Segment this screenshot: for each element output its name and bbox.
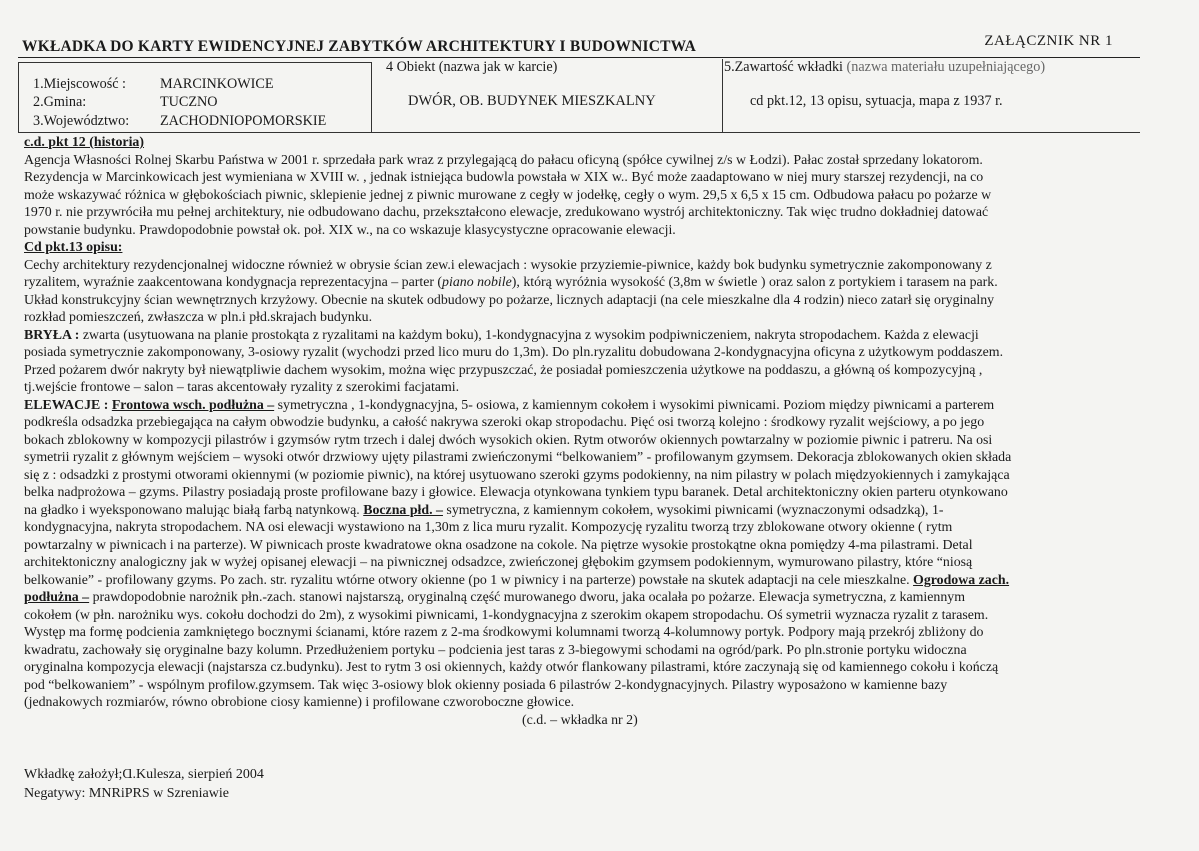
text-run: prawdopodobnie narożnik płn.-zach. stanowi najstarszą, oryginalną część murowanego dworu, jaka ocalała po pożarze. Elewacja symetryczna, z kamiennym [89, 590, 966, 605]
prepared-by: Wkładkę założył;Ɑ.Kulesza, sierpień 2004 [24, 767, 264, 782]
description-line: posiada symetrycznie zakomponowany, 3-osiowy ryzalit (wychodzi przed lico muru do 1,3m). Do pln.ryzalitu dobudowana 2-kondygnacyjna oficyna z użytkowym poddaszem. [24, 345, 1004, 360]
info-rule [18, 132, 1140, 133]
info-header-table [18, 57, 1140, 134]
bryla-label: BRYŁA : [24, 327, 80, 343]
description-line: pod “belkowaniem” - wspólnym profilow.gzymsem. Tak więc 3-osiowy blok okienny posiada 6 pilastrów 2-kondygnacyjnych. Pilastry wyposażono w kamienne bazy [24, 677, 948, 693]
side-elevation-label: Boczna płd. – [363, 502, 443, 518]
text-run: belkowanie” - profilowany gzyms. Po zach. str. ryzalitu wtórne otwory okienne (po 1 w piwnicy i na parterze) powstałe na skutek adaptacji na cele mieszkalne. [24, 572, 914, 588]
italic-term: piano nobile [442, 275, 512, 290]
contents-heading [724, 59, 1045, 76]
object-value: DWÓR, OB. BUDYNEK MIESZKALNY [408, 93, 656, 109]
description-line: kwadratu, zachowały się oryginalne bazy kolumn. Przedłużeniem portyku – podcienia jest taras z 3-biegowymi schodami na ogród/park. Po pln.stronie portyku widoczna [24, 642, 967, 658]
description-line: oryginalna kompozycja elewacji (najstarsza cz.budynku). Jest to rytm 3 osi okiennych, każdy otwór flankowany pilastrami, które zaczynają się od kamiennego cokołu i kończą [24, 660, 999, 675]
description-line: belka nadprożowa – gzyms. Pilastry posiadają proste profilowane bazy i głowice. Elewacja otynkowana tynkiem typu baranek. Detal architektoniczny okien parteru otynkowano [24, 485, 1008, 500]
history-line: może wskazywać różnica w głębokościach piwnic, sklepienie jednej z piwnic murowane z cegły w jodełkę, cegły o wym. 29,5 x 6,5 x 15 cm. Odbudowa pałacu po pożarze w [24, 187, 992, 203]
contents-heading-note: (nazwa materiału uzupełniającego) [846, 59, 1046, 75]
contents-heading-main: 5.Zawartość wkładki [724, 59, 847, 75]
history-line: 1970 r. nie przywróciła mu pełnej architektury, nie odbudowano dachu, przekształcono elewacje, zredukowano wystrój architektoniczny. Tak więc trudno dokładniej datować [24, 205, 989, 220]
description-line: rozkład pomieszczeń, zwłaszcza w pln.i płd.skrajach budynku. [24, 310, 373, 325]
description-line: architektoniczny analogiczny jak w wyżej opisanej elewacji – na piwnicznej odsadzce, zwieńczonej głębokim gzymsem podokiennym, wymurowano pilastry, które “niosą [24, 555, 973, 570]
garden-elevation-label: Ogrodowa zach. [913, 572, 1010, 588]
description-line [24, 589, 1140, 607]
description-line: Układ konstrukcyjny ścian wewnętrznych krzyżowy. Obecnie na skutek odbudowy po pożarze, licznych adaptacji (na cele mieszkalne dla 4 rodzin) nieco zatarł się oryginalny [24, 292, 995, 308]
history-line: Agencja Własności Rolnej Skarbu Państwa w 2001 r. sprzedała park wraz z przylegającą do pałacu oficyną (spółce cywilnej z/s w Łodzi). Pałac został sprzedany lokatorom. [24, 152, 983, 168]
text-run: ryzalitem, wyraźnie zaakcentowana kondygnacja reprezentacyjna – parter ( [24, 275, 443, 290]
location-value: MARCINKOWICE [160, 76, 274, 92]
continuation-note: (c.d. – wkładka nr 2) [522, 712, 638, 728]
description-line: Występ ma formę podcienia zamkniętego bocznymi ścianami, które razem z 2-ma środkowymi kolumnami tworzą 4-kolumnowy portyk. Podpory mają przekrój zbliżony do [24, 625, 984, 640]
footer [24, 766, 264, 803]
location-label: 1.Miejscowość : [33, 76, 126, 92]
description-line: się z : odsadzki z prostymi otworami okiennymi (w poziomie piwnic), na której usytuowano szeroki gzyms podokienny, na nim pilastry w polach międzyokiennych i zamykająca [24, 467, 1010, 483]
description-line: tj.wejście frontowe – salon – taras akcentowały ryzality z szerokimi facjatami. [24, 380, 460, 395]
contents-value: cd pkt.12, 13 opisu, sytuacja, mapa z 1937 r. [750, 93, 1003, 109]
description-line: (jednakowych rozmiarów, równo obrobione ciosy kamienne) i profilowane czworoboczne głowice. [24, 695, 575, 710]
description-line: cokołem (w płn. narożniku wys. cokołu dochodzi do 2m), z wysokimi piwnicami, 1-kondygnacyjna z szerokim okapem stropodachu. Oś symetrii wyznacza ryzalit z tarasem. [24, 607, 989, 623]
description-line: powtarzalny w piwnicach i na parterze). W piwnicach proste kwadratowe okna osadzone na cokole. Na piętrze wysokie prostokątne okna pomiędzy 4-ma pilastrami. Detal [24, 537, 973, 553]
description-line: bokach zblokowny w kompozycji pilastrów i gzymsów rytm trzech i dalej dwóch wysokich okien. Rytm otworów okiennych powtarzalny w poziomie piwnic i patreru. Na osi [24, 432, 993, 448]
history-line: powstanie budynku. Prawdopodobnie powstał ok. poł. XIX w., na co wskazuje klasycystyczne opracowanie elewacji. [24, 222, 676, 238]
object-box [370, 59, 723, 132]
text-run: ), którą wyróżnia wysokość (3,8m w świetle ) oraz salon z portykiem i tarasem na park. [511, 275, 998, 290]
attachment-number: ZAŁĄCZNIK NR 1 [984, 33, 1113, 49]
description-heading: Cd pkt.13 opisu: [24, 240, 123, 255]
text-run: na gładko i wyeksponowano malując białą farbą natynkową. [24, 502, 364, 518]
location-value: ZACHODNIOPOMORSKIE [160, 113, 327, 129]
description-line [24, 274, 1140, 292]
text-run: symetryczna, z kamiennym cokołem, wysokimi piwnicami (wyznaczonymi odsadzką), 1- [442, 502, 944, 518]
history-heading: c.d. pkt 12 (historia) [24, 135, 145, 150]
elewacje-label: ELEWACJE : [24, 397, 112, 413]
description-line: Cechy architektury rezydencjonalnej widoczne również w obrysie ścian zew.i elewacjach : wysokie przyziemie-piwnice, każdy bok budynku symetrycznie zakomponowany z [24, 257, 992, 273]
negatives-note: Negatywy: MNRiPRS w Szreniawie [24, 785, 229, 801]
garden-elevation-label-cont: podłużna – [24, 590, 90, 605]
description-line [24, 397, 1140, 415]
description-line: Przed pożarem dwór nakryty był niewątpliwie dachem wysokim, można więc przypuszczać, że posiadał pomieszczenia użytkowe na poddaszu, a główną oś kompozycyjną , [24, 362, 983, 378]
description-line [24, 327, 1140, 345]
description-line: kondygnacyjna, nakryta stropodachem. NA osi elewacji wystawiono na 1,30m z lica muru ryzalit. Kompozycję ryzalitu tworzą trzy zblokowane otwory okienne ( rytm [24, 520, 953, 535]
object-heading: 4 Obiekt (nazwa jak w karcie) [386, 59, 558, 75]
contents-box [724, 59, 1138, 132]
description-line: symetrii ryzalit z głównym wejściem – wysoki otwór drzwiowy ujęty pilastrami zwieńczonymi “belkowaniem” - profilowanym gzymsem. Dekoracja zblokowanych okien składa [24, 450, 1012, 465]
document-title: WKŁADKA DO KARTY EWIDENCYJNEJ ZABYTKÓW ARCHITEKTURY I BUDOWNICTWA [22, 38, 697, 55]
location-label: 3.Województwo: [33, 113, 130, 129]
description-line [24, 572, 1140, 590]
location-value: TUCZNO [160, 94, 218, 110]
location-label: 2.Gmina: [33, 94, 87, 110]
location-box [18, 62, 372, 133]
description-line: podkreśla odsadzka przebiegająca na całym obwodzie budynku, a całość nakrywa szeroki okap stropodachu. Pięć osi tworzą kolejno : środkowy ryzalit wejściowy, a po jego [24, 415, 985, 430]
description-line [24, 502, 1140, 520]
history-line: Rezydencja w Marcinkowicach jest wymieniana w XVIII w. , jednak istniejąca budowla powstała w XIX w.. Być może zaadaptowano w niej mury starszej rezydencji, na co [24, 170, 984, 185]
text-run: symetryczna , 1-kondygnacyjna, 5- osiowa, z kamiennym cokołem i wysokimi piwnicami. Poziom między piwnicami a parterem [274, 397, 995, 413]
front-elevation-label: Frontowa wsch. podłużna – [111, 397, 275, 413]
text-run: zwarta (usytuowana na planie prostokąta z ryzalitami na każdym boku), 1-kondygnacyjna z wysokim podpiwniczeniem, nakryta stropodachem. Każda z elewacji [79, 327, 979, 343]
document-body [24, 134, 1142, 729]
